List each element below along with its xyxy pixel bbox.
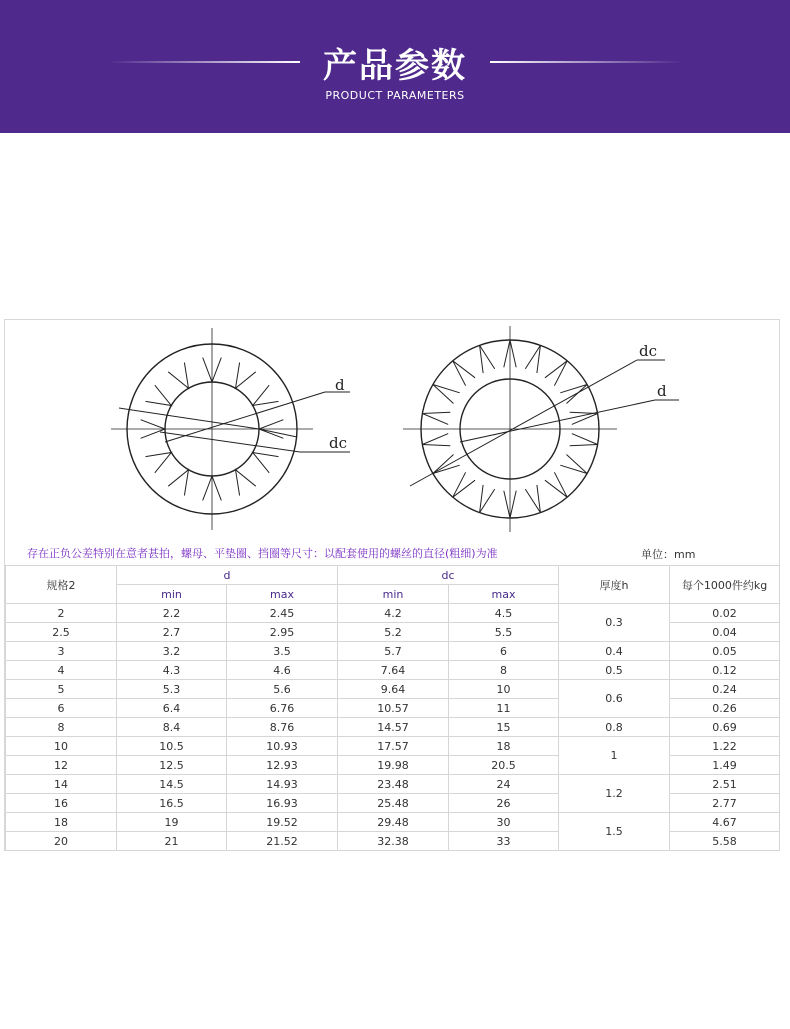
cell-d-min: 6.4 — [117, 699, 227, 718]
cell-d-max: 8.76 — [227, 718, 338, 737]
washer-tooth — [422, 434, 450, 446]
washer-tooth — [433, 385, 460, 404]
table-row — [6, 661, 780, 680]
cell-d-max: 2.95 — [227, 623, 338, 642]
cell-d-max: 3.5 — [227, 642, 338, 661]
header-spec: 规格2 — [6, 566, 117, 604]
cell-dc-max: 26 — [449, 794, 559, 813]
cell-thickness: 0.5 — [559, 661, 670, 680]
cell-d-min: 10.5 — [117, 737, 227, 756]
cell-d-max: 6.76 — [227, 699, 338, 718]
cell-weight: 2.77 — [670, 794, 780, 813]
cell-spec: 16 — [6, 794, 117, 813]
washer-tooth — [422, 412, 450, 424]
washer-diagram — [5, 320, 779, 550]
cell-weight: 0.02 — [670, 604, 780, 623]
cell-weight: 5.58 — [670, 832, 780, 851]
cell-d-min: 21 — [117, 832, 227, 851]
cell-dc-max: 24 — [449, 775, 559, 794]
cell-thickness: 1.5 — [559, 813, 670, 851]
washer-tooth — [545, 472, 567, 497]
cell-thickness: 0.8 — [559, 718, 670, 737]
header-d-min: min — [117, 585, 227, 604]
cell-d-min: 3.2 — [117, 642, 227, 661]
cell-spec: 8 — [6, 718, 117, 737]
header-thickness: 厚度h — [559, 566, 670, 604]
washer-tooth — [560, 455, 587, 474]
washer-tooth — [480, 485, 495, 513]
right-label-d: d — [657, 382, 667, 400]
cell-dc-max: 5.5 — [449, 623, 559, 642]
table-row — [6, 737, 780, 756]
washer-tooth — [253, 453, 279, 473]
cell-d-max: 4.6 — [227, 661, 338, 680]
header-weight: 每个1000件约kg — [670, 566, 780, 604]
washer-tooth — [480, 345, 495, 373]
cell-dc-min: 4.2 — [338, 604, 449, 623]
cell-thickness: 0.6 — [559, 680, 670, 718]
cell-d-min: 2.7 — [117, 623, 227, 642]
cell-spec: 2 — [6, 604, 117, 623]
header-dc-max: max — [449, 585, 559, 604]
cell-spec: 3 — [6, 642, 117, 661]
washer-tooth — [570, 434, 598, 446]
washer-tooth — [453, 361, 475, 386]
washer-tooth — [570, 412, 598, 424]
header-divider-right — [490, 61, 682, 63]
cell-dc-min: 5.2 — [338, 623, 449, 642]
cell-dc-min: 19.98 — [338, 756, 449, 775]
cell-weight: 1.22 — [670, 737, 780, 756]
cell-weight: 0.12 — [670, 661, 780, 680]
cell-dc-max: 11 — [449, 699, 559, 718]
washer-tooth — [146, 385, 172, 405]
table-row — [6, 718, 780, 737]
cell-spec: 2.5 — [6, 623, 117, 642]
cell-weight: 0.04 — [670, 623, 780, 642]
table-row — [6, 680, 780, 699]
cell-dc-max: 10 — [449, 680, 559, 699]
cell-d-max: 10.93 — [227, 737, 338, 756]
washer-tooth — [168, 363, 188, 389]
right-label-dc: dc — [639, 342, 658, 360]
cell-d-max: 2.45 — [227, 604, 338, 623]
cell-dc-min: 29.48 — [338, 813, 449, 832]
cell-dc-min: 10.57 — [338, 699, 449, 718]
table-row — [6, 813, 780, 832]
cell-spec: 12 — [6, 756, 117, 775]
cell-weight: 0.69 — [670, 718, 780, 737]
cell-weight: 0.26 — [670, 699, 780, 718]
cell-weight: 4.67 — [670, 813, 780, 832]
cell-thickness: 0.3 — [559, 604, 670, 642]
page-title: 产品参数 — [323, 46, 467, 86]
cell-dc-min: 23.48 — [338, 775, 449, 794]
washer-drawing — [5, 320, 779, 550]
spec-table-body — [6, 604, 780, 851]
spec-table — [5, 565, 780, 851]
cell-d-min: 19 — [117, 813, 227, 832]
cell-dc-max: 33 — [449, 832, 559, 851]
cell-dc-min: 5.7 — [338, 642, 449, 661]
cell-weight: 1.49 — [670, 756, 780, 775]
washer-tooth — [545, 361, 567, 386]
cell-d-min: 14.5 — [117, 775, 227, 794]
washer-tooth — [168, 470, 188, 496]
header-d: d — [117, 566, 338, 585]
cell-dc-min: 17.57 — [338, 737, 449, 756]
unit-label: 单位：mm — [641, 548, 696, 561]
cell-spec: 4 — [6, 661, 117, 680]
cell-spec: 20 — [6, 832, 117, 851]
cell-weight: 0.24 — [670, 680, 780, 699]
left-label-dc: dc — [329, 434, 348, 452]
table-header-row — [6, 566, 780, 585]
cell-d-min: 2.2 — [117, 604, 227, 623]
external-tooth-washer — [403, 326, 679, 532]
cell-d-max: 16.93 — [227, 794, 338, 813]
cell-d-max: 5.6 — [227, 680, 338, 699]
cell-d-min: 4.3 — [117, 661, 227, 680]
cell-dc-max: 8 — [449, 661, 559, 680]
parameter-panel — [4, 319, 780, 851]
cell-thickness: 0.4 — [559, 642, 670, 661]
cell-d-max: 12.93 — [227, 756, 338, 775]
table-row — [6, 604, 780, 623]
cell-dc-max: 18 — [449, 737, 559, 756]
header-dc: dc — [338, 566, 559, 585]
cell-spec: 6 — [6, 699, 117, 718]
cell-spec: 14 — [6, 775, 117, 794]
cell-dc-min: 9.64 — [338, 680, 449, 699]
cell-dc-max: 4.5 — [449, 604, 559, 623]
table-row — [6, 775, 780, 794]
header-banner — [0, 0, 790, 133]
header-dc-min: min — [338, 585, 449, 604]
cell-d-min: 8.4 — [117, 718, 227, 737]
cell-dc-max: 6 — [449, 642, 559, 661]
washer-tooth — [146, 453, 172, 473]
cell-d-min: 16.5 — [117, 794, 227, 813]
washer-tooth — [525, 485, 540, 513]
internal-tooth-washer — [111, 328, 350, 530]
cell-spec: 5 — [6, 680, 117, 699]
cell-spec: 18 — [6, 813, 117, 832]
cell-d-min: 5.3 — [117, 680, 227, 699]
cell-weight: 2.51 — [670, 775, 780, 794]
cell-thickness: 1 — [559, 737, 670, 775]
cell-spec: 10 — [6, 737, 117, 756]
tolerance-note: 存在正负公差特别在意者甚拍，螺母、平垫圈、挡圈等尺寸：以配套使用的螺丝的直径(粗细)为准 — [27, 547, 498, 560]
washer-tooth — [525, 345, 540, 373]
cell-thickness: 1.2 — [559, 775, 670, 813]
washer-tooth — [253, 385, 279, 405]
cell-d-max: 14.93 — [227, 775, 338, 794]
page-subtitle: PRODUCT PARAMETERS — [325, 89, 465, 102]
cell-d-max: 19.52 — [227, 813, 338, 832]
washer-tooth — [236, 470, 256, 496]
cell-dc-max: 20.5 — [449, 756, 559, 775]
cell-dc-max: 30 — [449, 813, 559, 832]
washer-tooth — [453, 472, 475, 497]
cell-d-max: 21.52 — [227, 832, 338, 851]
table-row — [6, 642, 780, 661]
cell-weight: 0.05 — [670, 642, 780, 661]
cell-dc-min: 14.57 — [338, 718, 449, 737]
washer-tooth — [236, 363, 256, 389]
cell-dc-max: 15 — [449, 718, 559, 737]
left-label-d: d — [335, 376, 345, 394]
cell-dc-min: 32.38 — [338, 832, 449, 851]
cell-dc-min: 25.48 — [338, 794, 449, 813]
header-d-max: max — [227, 585, 338, 604]
cell-d-min: 12.5 — [117, 756, 227, 775]
cell-dc-min: 7.64 — [338, 661, 449, 680]
